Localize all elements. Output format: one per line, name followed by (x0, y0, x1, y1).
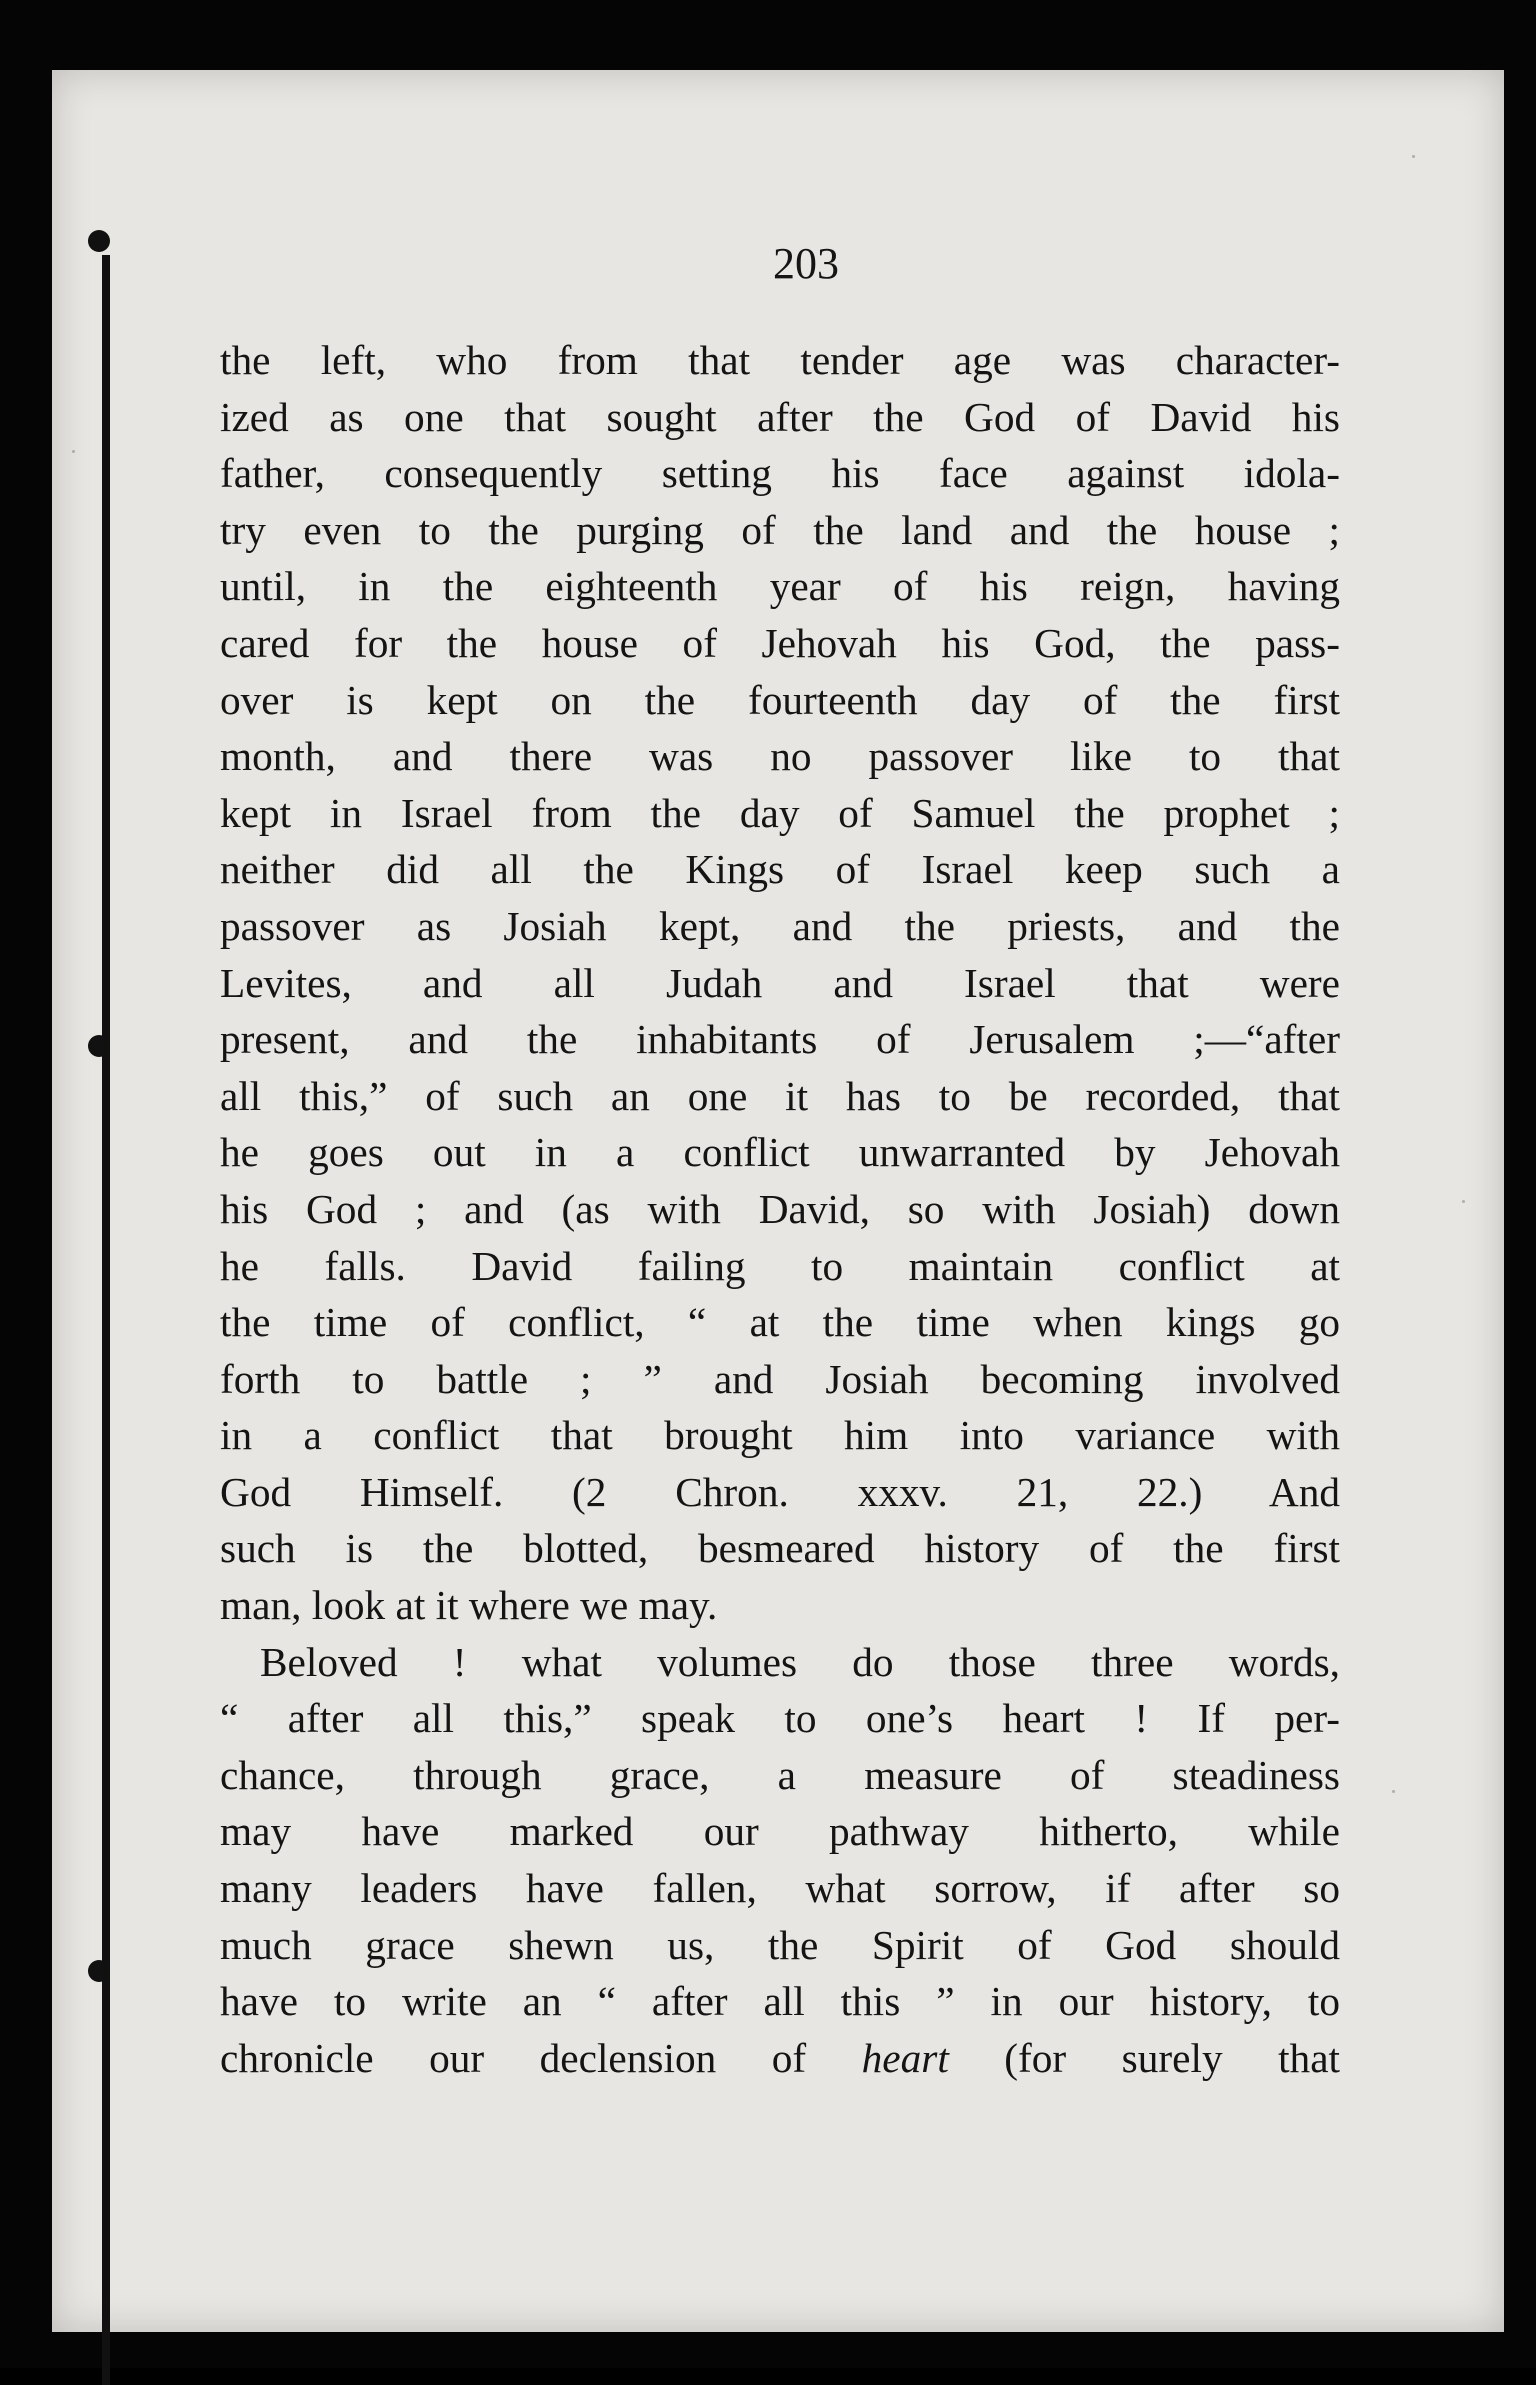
text-line: neither did all the Kings of Israel keep such a (220, 846, 1340, 893)
text-line: God Himself. (2 Chron. xxxv. 21, 22.) And (220, 1468, 1340, 1515)
text-line: present, and the inhabitants of Jerusalem ;—“after (220, 1016, 1340, 1063)
text-fragment: (for surely that (948, 2034, 1340, 2081)
book-page (52, 70, 1504, 2332)
text-line: try even to the purging of the land and the house ; (220, 506, 1340, 553)
text-line: man, look at it where we may. (220, 1582, 718, 1629)
text-line: until, in the eighteenth year of his reign, having (220, 563, 1340, 610)
text-line: ized as one that sought after the God of David his (220, 393, 1340, 440)
text-line: have to write an “ after all this ” in our history, to (220, 1978, 1340, 2025)
text-line: father, consequently setting his face against idola- (220, 450, 1340, 497)
paper-speck (72, 450, 75, 453)
text-line: his God ; and (as with David, so with Josiah) down (220, 1185, 1340, 1232)
text-line: much grace shewn us, the Spirit of God should (220, 1921, 1340, 1968)
text-line: month, and there was no passover like to that (220, 733, 1340, 780)
binding-ornament (88, 1960, 110, 1982)
paper-speck (1412, 155, 1415, 158)
text-line: forth to battle ; ” and Josiah becoming involved (220, 1355, 1340, 1402)
text-line: may have marked our pathway hitherto, while (220, 1808, 1340, 1855)
text-line: kept in Israel from the day of Samuel the prophet ; (220, 789, 1340, 836)
text-line: “ after all this,” speak to one’s heart ! If per- (220, 1695, 1340, 1742)
paper-speck (1392, 1790, 1395, 1793)
text-line: many leaders have fallen, what sorrow, if after so (220, 1865, 1340, 1912)
text-line (220, 2030, 1340, 2087)
text-line: all this,” of such an one it has to be recorded, that (220, 1072, 1340, 1119)
text-line: the time of conflict, “ at the time when kings go (220, 1299, 1340, 1346)
text-line: Levites, and all Judah and Israel that were (220, 959, 1340, 1006)
text-line: in a conflict that brought him into variance with (220, 1412, 1340, 1459)
text-line: passover as Josiah kept, and the priests, and the (220, 902, 1340, 949)
text-line: he goes out in a conflict unwarranted by Jehovah (220, 1129, 1340, 1176)
text-line: he falls. David failing to maintain conflict at (220, 1242, 1340, 1289)
text-line: cared for the house of Jehovah his God, the pass- (220, 619, 1340, 666)
text-line: the left, who from that tender age was character- (220, 337, 1340, 383)
text-line: over is kept on the fourteenth day of the first (220, 676, 1340, 723)
text-line: chance, through grace, a measure of steadiness (220, 1751, 1340, 1798)
emphasized-word: heart (861, 2034, 949, 2081)
text-fragment: chronicle our declension of (220, 2034, 862, 2081)
text-line: Beloved ! what volumes do those three words, (260, 1638, 1340, 1685)
page-number: 203 (773, 239, 839, 288)
binding-ornament (88, 1035, 110, 1057)
binding-rule (102, 255, 110, 2385)
body-text (220, 332, 1340, 2086)
text-line: such is the blotted, besmeared history of the first (220, 1525, 1340, 1572)
paper-speck (1462, 1200, 1465, 1203)
